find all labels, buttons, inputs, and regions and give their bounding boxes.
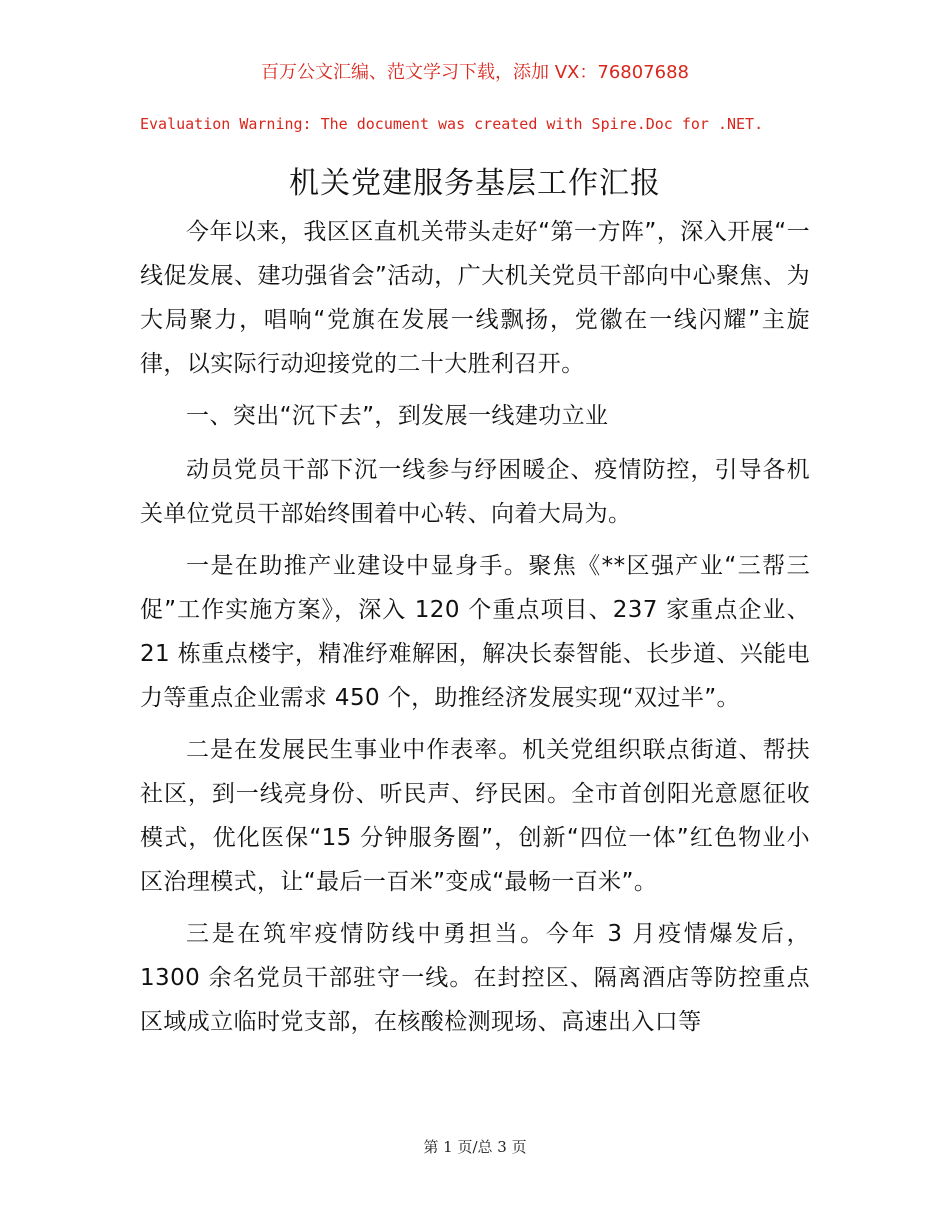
paragraph-epidemic: 三是在筑牢疫情防线中勇担当。今年 3 月疫情爆发后，1300 余名党员干部驻守一线。在封控区、隔离酒店等防控重点区域成立临时党支部，在核酸检测现场、高速出入口等 (140, 921, 810, 1035)
paragraph-mobilize: 动员党员干部下沉一线参与纾困暖企、疫情防控，引导各机关单位党员干部始终围着中心转、向着大局为。 (140, 457, 810, 527)
header-banner: 百万公文汇编、范文学习下载，添加 VX：76807688 (261, 62, 689, 83)
paragraph-industry: 一是在助推产业建设中显身手。聚焦《**区强产业“三帮三促”工作实施方案》，深入 120 个重点项目、237 家重点企业、21 栋重点楼宇，精准纾难解困，解决长泰智能、长步道、兴能电力等重点企业需求 450 个，助推经济发展实现“双过半”。 (140, 553, 810, 711)
document-body (140, 210, 810, 1052)
page-indicator: 第 1 页/总 3 页 (423, 1138, 527, 1156)
paragraph-intro: 今年以来，我区区直机关带头走好“第一方阵”，深入开展“一线促发展、建功强省会”活动，广大机关党员干部向中心聚焦、为大局聚力，唱响“党旗在发展一线飘扬，党徽在一线闪耀”主旋律，以实际行动迎接党的二十大胜利召开。 (140, 219, 810, 377)
section-heading: 一、突出“沉下去”，到发展一线建功立业 (186, 403, 609, 429)
paragraph-livelihood: 二是在发展民生事业中作表率。机关党组织联点街道、帮扶社区，到一线亮身份、听民声、纾民困。全市首创阳光意愿征收模式，优化医保“15 分钟服务圈”，创新“四位一体”红色物业小区治理模式，让“最后一百米”变成“最畅一百米”。 (140, 737, 810, 895)
evaluation-warning: Evaluation Warning: The document was created with Spire.Doc for .NET. (140, 115, 764, 133)
document-title: 机关党建服务基层工作汇报 (289, 166, 661, 201)
